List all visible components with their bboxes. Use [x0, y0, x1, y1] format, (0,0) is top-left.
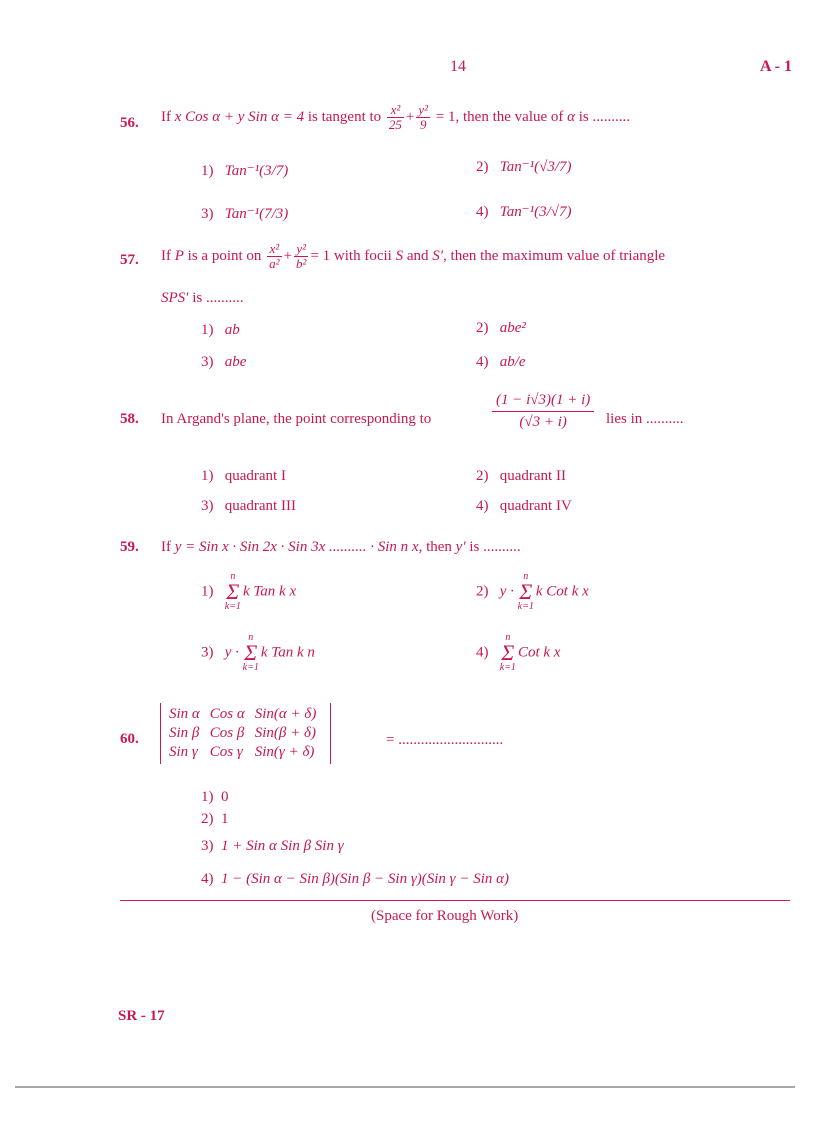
fraction — [416, 103, 430, 133]
option-label: 1) — [201, 468, 214, 484]
stem-variable: y′ — [455, 539, 466, 555]
option-4[interactable] — [476, 498, 572, 515]
stem-text: is tangent to — [304, 109, 385, 126]
sigma-symbol: Σ — [244, 640, 258, 665]
option-label: 3) — [201, 644, 214, 661]
option-label: 1) — [201, 583, 214, 600]
page-edge-shadow — [15, 1086, 795, 1088]
sigma-lower: k=1 — [499, 661, 516, 673]
option-4[interactable] — [476, 354, 526, 371]
option-text: k Cot k x — [535, 583, 589, 600]
stem-text: If — [161, 248, 175, 265]
option-text: quadrant I — [224, 468, 286, 484]
stem-text: is .......... — [575, 109, 631, 126]
option-label: 4) — [476, 498, 489, 514]
option-label: 1) — [201, 322, 214, 338]
stem-text: is a point on — [183, 248, 266, 265]
option-label: 2) — [476, 159, 489, 175]
question-stem-line2 — [161, 290, 243, 307]
option-3[interactable] — [201, 204, 288, 223]
option-1[interactable] — [201, 468, 286, 485]
stem-text: with focii — [330, 248, 396, 265]
option-text: abe² — [499, 320, 526, 336]
question-stem: In Argand's plane, the point corresponding to — [161, 411, 432, 427]
matrix-cell: Sin(α + δ) — [254, 706, 317, 722]
stem-variable: S′ — [432, 248, 444, 265]
question-stem-tail: lies in .......... — [606, 411, 684, 427]
option-label: 1) — [201, 163, 214, 179]
stem-equation: y = Sin x · Sin 2x · Sin 3x .......... · Sin n x — [174, 539, 419, 555]
option-label: 3) — [201, 498, 214, 514]
question-number: 56. — [120, 115, 139, 131]
fraction — [492, 392, 594, 431]
matrix-row — [167, 705, 324, 724]
summation — [518, 572, 534, 612]
stem-text: , then the maximum value of triangle — [443, 248, 666, 265]
option-1[interactable] — [201, 161, 288, 180]
stem-text: , then — [418, 539, 456, 555]
option-label: 4) — [476, 204, 489, 220]
matrix-cell: Sin β — [169, 725, 200, 741]
fraction-numerator: y² — [294, 242, 308, 257]
option-label: 3) — [201, 838, 214, 854]
option-label: 3) — [201, 354, 214, 370]
question-stem: If P is a point on $\frac{\text{x²}}{\text{a²}}$ + $\frac{\text{y²}}{\text{b²}}$ = 1 with focii S and S′, then the maximum value of triangle — [161, 241, 666, 272]
fraction-denominator: 25 — [388, 117, 402, 133]
fraction-denominator: (√3 + i) — [519, 414, 567, 430]
option-text: quadrant IV — [499, 498, 572, 514]
matrix-cell: Sin(γ + δ) — [254, 744, 315, 760]
option-label: 4) — [201, 871, 214, 887]
option-1[interactable] — [201, 322, 240, 339]
stem-text: is .......... — [465, 539, 521, 555]
sigma-lower: k=1 — [517, 600, 534, 612]
option-label: 2) — [476, 583, 489, 600]
option-prefix: y · — [224, 644, 239, 661]
option-2[interactable] — [201, 811, 229, 828]
matrix-cell: Sin α — [169, 706, 200, 722]
sigma-symbol: Σ — [501, 640, 515, 665]
matrix-cell: Sin(β + δ) — [254, 725, 316, 741]
option-1[interactable] — [201, 572, 296, 612]
footer-code: SR - 17 — [118, 1008, 165, 1024]
summation — [225, 572, 241, 612]
stem-equation: x Cos α + y Sin α = 4 — [174, 109, 305, 126]
fraction-numerator: y² — [418, 102, 429, 117]
option-2[interactable] — [476, 468, 566, 485]
rough-work-label: (Space for Rough Work) — [371, 908, 519, 924]
option-4[interactable] — [476, 633, 560, 673]
fraction-numerator: (1 − i√3)(1 + i) — [492, 392, 594, 412]
summation — [500, 633, 516, 673]
stem-text: If — [161, 539, 175, 555]
divider-line — [120, 900, 790, 901]
stem-text: and — [403, 248, 433, 265]
sigma-upper: n — [505, 632, 511, 643]
stem-variable: P — [174, 248, 184, 265]
matrix-cell: Cos α — [209, 706, 245, 722]
option-label: 3) — [201, 206, 214, 222]
sigma-upper: n — [248, 632, 254, 643]
option-3[interactable] — [201, 838, 344, 855]
option-text: quadrant III — [224, 498, 296, 514]
question-number: 57. — [120, 252, 139, 268]
option-text: Tan⁻¹(3/7) — [224, 163, 289, 179]
option-label: 2) — [476, 468, 489, 484]
question-number: 58. — [120, 411, 139, 427]
sigma-upper: n — [230, 571, 236, 582]
matrix-row — [167, 743, 324, 762]
stem-variable: S — [395, 248, 404, 265]
option-3[interactable] — [201, 354, 246, 371]
option-label: 2) — [201, 811, 214, 827]
option-text: ab/e — [499, 354, 526, 370]
option-text: Tan⁻¹(√3/7) — [499, 159, 572, 175]
paper-code: A - 1 — [760, 58, 792, 75]
option-1[interactable] — [201, 789, 229, 806]
option-text: Cot k x — [517, 644, 561, 661]
page-number: 14 — [450, 58, 466, 75]
option-text: Tan⁻¹(3/√7) — [499, 204, 572, 220]
option-text: 1 − (Sin α − Sin β)(Sin β − Sin γ)(Sin γ − Sin α) — [221, 871, 509, 887]
matrix-cell: Cos γ — [209, 744, 243, 760]
fraction-denominator: 9 — [419, 117, 427, 133]
fraction-numerator: x² — [267, 242, 281, 257]
option-text: quadrant II — [499, 468, 566, 484]
option-3[interactable] — [201, 633, 315, 673]
option-text: k Tan k x — [242, 583, 297, 600]
matrix-row — [167, 724, 324, 743]
summation — [243, 633, 259, 673]
stem-variable: α — [567, 109, 576, 126]
fraction — [267, 242, 281, 272]
option-text: Tan⁻¹(7/3) — [224, 206, 289, 222]
option-prefix: y · — [499, 583, 514, 600]
matrix-cell: Cos β — [209, 725, 245, 741]
option-2[interactable] — [476, 572, 589, 612]
fraction — [387, 103, 404, 133]
option-label: 1) — [201, 789, 214, 805]
option-text: 1 — [221, 811, 229, 827]
option-label: 4) — [476, 354, 489, 370]
option-4[interactable] — [201, 871, 509, 888]
matrix-cell: Sin γ — [169, 744, 198, 760]
question-stem-tail: = ............................ — [386, 732, 504, 748]
stem-variable: SPS′ — [161, 290, 189, 306]
option-3[interactable] — [201, 498, 296, 515]
option-text: abe — [224, 354, 247, 370]
fraction-denominator: a² — [269, 256, 280, 272]
sigma-lower: k=1 — [242, 661, 259, 673]
option-4[interactable] — [476, 202, 572, 221]
question-number: 60. — [120, 731, 139, 747]
option-text: 0 — [221, 789, 229, 805]
question-number: 59. — [120, 539, 139, 555]
option-2[interactable] — [476, 157, 572, 176]
sigma-symbol: Σ — [519, 579, 533, 604]
determinant — [160, 703, 331, 764]
stem-equation: = 1 — [310, 248, 331, 265]
sigma-lower: k=1 — [224, 600, 241, 612]
option-label: 2) — [476, 320, 489, 336]
sigma-upper: n — [523, 571, 529, 582]
determinant-matrix — [167, 705, 324, 762]
question-stem: If x Cos α + y Sin α = 4 is tangent to $\frac{\text{x²}}{25}$ + $\frac{\text{y²}}{9}$ = 1, then the value of α is .......... — [161, 102, 631, 133]
option-text: k Tan k n — [260, 644, 315, 661]
option-text: ab — [224, 322, 240, 338]
option-label: 4) — [476, 644, 489, 661]
stem-text: is .......... — [188, 290, 244, 306]
option-text: 1 + Sin α Sin β Sin γ — [221, 838, 344, 854]
fraction-numerator: x² — [387, 103, 404, 118]
fraction-denominator: b² — [296, 256, 307, 272]
fraction — [294, 242, 308, 272]
stem-text: = 1, then the value of — [432, 109, 568, 126]
stem-text: If — [161, 109, 175, 126]
option-2[interactable] — [476, 320, 526, 337]
question-stem — [161, 539, 521, 556]
sigma-symbol: Σ — [226, 579, 240, 604]
